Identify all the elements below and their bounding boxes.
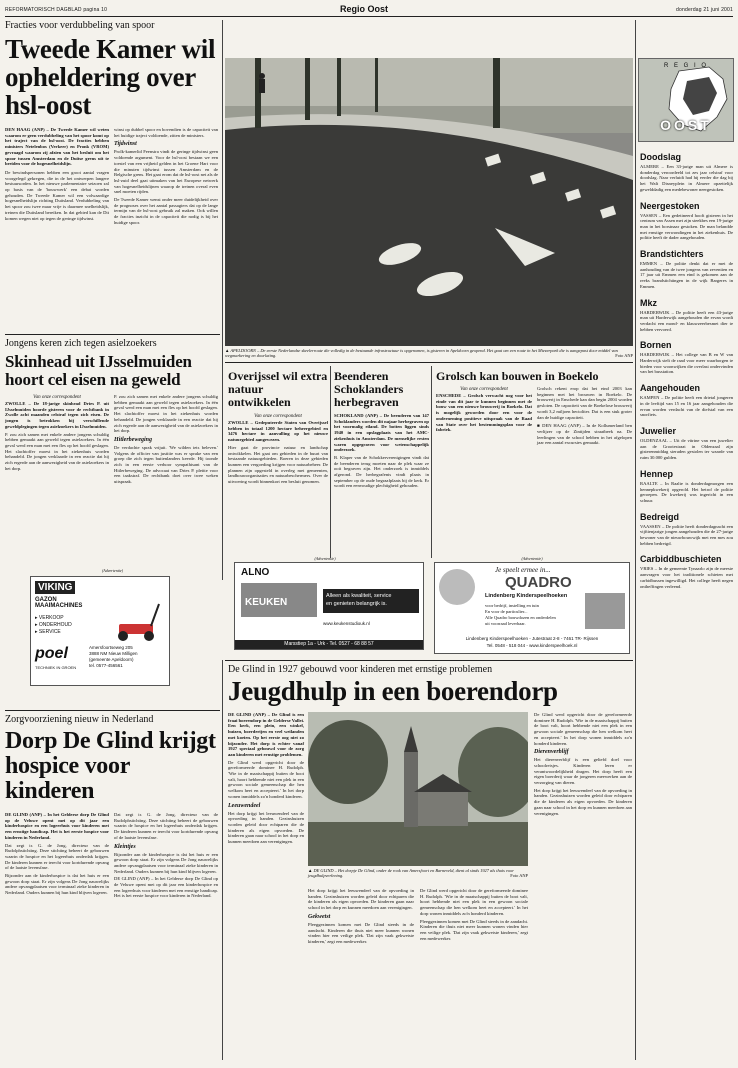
quadro-line: Alle Quadro bouwdozen en onderdelen [485,615,556,620]
article-body: De Glind werd opgericht door de gereformeerde dominee H. Rudolph. 'Wie in de maatschappij buiten de boot valt, hoort hebbende niet een plek in een gewoon sociale gemeenschap die hen welkom heet en accepteert.' In het dorp wonen inmiddels zo'n honderd kinderen. [534,712,632,746]
article-subhead: Hitlerbeweging [114,436,152,443]
ad-label: (Advertentie) [314,556,336,561]
article-subhead: Kleintjes [114,843,136,850]
quadro-line: uit voorraad leverbaar. [485,621,526,626]
alno-slogan: Alleen als kwaliteit, service [326,593,392,599]
brief-text: OLDENZAAL – Uit de vitrine van een juwelier aan de Grootestraat in Oldenzaal zijn gisterenmiddag sieraden gestolen ter waarde van ruim 30.000 gulden. [640,437,733,461]
article-kicker: Fracties voor verdubbeling van spoor [5,20,155,31]
quadro-sub: Lindenberg Kinderspeelhoeken [485,593,568,599]
article-headline: Skinhead uit IJsselmuiden hoort cel eisen na geweld [5,352,192,389]
photo-credit: Foto ANP [510,873,528,879]
article-lead: DE GLIND (ANP) – De Glind is een fraai boerendorp in de Gelderse Vallei. Een kerk, een plein, een winkel, huizen, boerderijen en veel weilanden met koeien. Op het eerste oog niet zo bijzonder. Het dorp is echter vanaf 1927 speciaal gebouwd voor de zorg aan kinderen met ernstige problemen. [228,712,304,757]
article-grolsch [436,370,632,446]
brief-text: VRIES – In de gemeente Tynaarlo zijn de meeste aanvragen voor het traditionele schieten met carbidbussen ingewilligd. Het college heeft negen ontheffingen verleend. [640,566,733,589]
brief-title: Carbiddbuschieten [640,554,722,565]
article-subhead: Leeuwendeel [228,802,261,809]
skeeler-route-image [225,58,633,346]
logo-top: R E G I O [663,63,708,69]
header-date: donderdag 21 juni 2001 [676,7,733,13]
article-headline: Dorp De Glind krijgt hospice voor kinderen [5,728,216,804]
article-lead: SCHOKLAND (ANP) – De beenderen van 147 Schoklanders worden dit najaar herbegraven op het voormalig eiland. De botten liggen sinds 1940 in een opslagplaats van het AMC-ziekenhuis in Amsterdam. De menselijke resten waren opgegraven voor wetenschappelijk onderzoek. [334,413,429,453]
regio-oost-logo [638,58,734,142]
brief-text: EMMEN – De politie denkt dat er met de aanhouding van de twee jongens van zeventien en 17 jaar uit Emmen een eind is gekomen aan de reeks brandstichtingen in de wijk Bargeres in Emmen. [640,261,733,289]
viking-logo: VIKING [35,581,75,594]
header-paper-name: REFORMATORISCH DAGBLAD pagina 10 [5,7,108,13]
brief-text: KAMPEN – De politie heeft een drietal jongeren in de leeftijd van 15 en 16 jaar aangehouden die ervan worden verdacht van de diefstal van een snorfiets. [640,395,733,418]
de-glind-photo [308,712,528,866]
logo-bottom: OOST [660,117,712,133]
ad-item: ▸ SERVICE [35,629,61,635]
article-hsl-oost [5,20,220,226]
article-kicker: De Glind in 1927 gebouwd voor kinderen met ernstige problemen [228,664,493,675]
article-body: De Tweede Kamer wenst onder meer duidelijkheid over de prognoses over het aantal passagiers dat op de lange termijn van de hsl-oost gebruik zal maken. Ook willen de fracties inzicht in de capaciteit die nodig is bij het huidige spoor. [114,197,218,225]
article-body: Prolk-kamerlid Feenstra vindt de geringe tijdwinst geen voldoende argument. Voor de hsl-oost bestaan we een toestel van een vrijheid gelden in het Groene Hart voor die minuten tijdwinst tussen Amsterdam en de Belgische grens. Het gaat erom dat de hsl-oost net als de hsl-zuid deel gaat uitmaken van het Europese netwerk van hogesnelheidslijnen waarop de treinen overal even snel moeten rijden. [114,149,218,195]
article-body: De Glind werd opgericht door de gereformeerde dominee H. Rudolph. 'Wie in de maatschappij buiten de boot valt, hoort hebbende niet een plek in een gewoon sociale gemeenschap die hen welkom heet en accepteert.' In het dorp wonen inmiddels zo'n honderd kinderen. [228,759,304,799]
ad-label: (Advertentie) [101,568,124,573]
article-headline: Beenderen Schoklanders herbegraven [334,369,404,409]
article-body: P. zou zich samen met enkele andere jongens schuldig hebben gemaakt aan geweld tegen asielzoekers. In één geval werd een man met een fles op het hoofd geslagen. Het slachtoffer moest in het ziekenhuis worden behandeld. De jongen verklaarde in een reactie dat hij zich ergerde aan de aanwezigheid van de asielzoekers in het dorp. [114,394,218,434]
article-byline: Van onze correspondent [33,395,81,400]
playground-image [585,593,625,629]
article-schoklanders [334,370,429,489]
article-body: DE GLIND (ANP) – In het Gelderse dorp De Glind op de Veluwe opent mei op dit jaar een kinderhospice en een logeerhuis voor kinderen met een ernstige handicap. Het is het eerste hospice voor kinderen in Nederland. [114,876,218,899]
article-body: De bewindspersonen hebben een groot aantal vragen voorgelegd gekregen, die in de het ontwerpen langere bestuursorden. In het nieuwe parlementaire seizoen zal op basis van de 'bouwwerk' een debat worden gehouden. De Tweede Kamer wil een volwaardige hogesnelheidslijn richting Duitsland. Verdubbeling van het spoor zou twee maar vrije is daarmee snelheidslijk, treinen die Duitsland bereiken. In dat gebied kan de Dit komen wegen niet op tegen de geringe tijdwinst. [5,169,109,221]
article-body: De Glind werd opgericht door de gereformeerde dominee H. Rudolph. 'Wie in de maatschappij buiten de boot valt, hoort hebbende niet een plek in een gewoon sociale gemeenschap die hen welkom heet en accepteert.' In het dorp wonen inmiddels zo'n honderd kinderen. [420,888,528,916]
lawnmower-icon [111,602,161,642]
article-body: Pleeggezinnen komen met De Glind steeds in de aandacht. Kinderen die thuis niet meer kunnen wonen vinden hier een veilige plek. 'Dat zijn vaak gekwetste kinderen,' zegt een medewerker. [420,918,528,941]
viking-ad[interactable] [30,576,170,686]
article-body: Het dorp krijgt het leeuwendeel van de opvoeding in handen. Gezinshuizen worden geleid door echtparen die de kinderen als eigen opvoeden. De kinderen gaan naar school in het dorp en kunnen meedoen aan verenigingen. [228,810,304,845]
brief-title: Neergestoken [640,200,700,211]
article-byline: Van onze correspondent [254,414,302,419]
header-rule [5,16,733,17]
brief-text: RAALTE – In Raalte is donderdagmorgen een hennepkwekerij opgerold. Het betrof de politie geroepen. De kwekerij was ingericht in een schuur. [640,480,733,503]
article-byline: Van onze correspondent [460,387,508,392]
article-hospice [5,714,220,899]
article-lead: ENSCHEDE – Grolsch verwacht nog voor het einde van dit jaar te kunnen beginnen met de bouw van een nieuwe brouwerij in Boekelo. Dat is mogelijk geworden door een voor de onderneming positieve uitspraak van de Raad van State over het bestemmingsplan voor de fabriek. [436,393,532,433]
article-kicker: Jongens keren zich tegen asielzoekers [5,338,157,349]
brief-title: Bornen [640,340,672,351]
quadro-tel: Tel. 0548 - 518 044 - www.kinderspeelhoek.nl [486,643,578,648]
brief-title: Bedreigd [640,511,680,522]
article-overijssel [228,370,328,485]
poel-logo: poel [35,645,68,662]
article-body: Het dierenverblijf is een geliefd doel voor schoolreisjes. Kinderen leren er verantwoordelijkheid dragen. Het dorp heeft een eigen boerderij waar de jongeren meewerken aan de verzorging van dieren. [534,757,632,786]
article-lead: ZWOLLE – De 18-jarige skinhead Dries P. uit IJsselmuiden hoorde gisteren voor de rechtbank in Zwolle acht maanden celstraf tegen zich eisen. De jongen is betrokken bij verschillende geweldplegingen tegen asielzoekers in IJsselmuiden. [5,401,109,429]
photo-credit: Foto ANP [615,353,633,359]
ad-label: (Advertentie) [521,556,543,561]
alno-address: Marsstiep 1a - Urk - Tel. 0527 - 68 88 57 [235,640,423,649]
article-subhead: Dierenverblijf [534,749,569,756]
brief-text: ALMERE – Een 33-jarige man uit Almere is donderdag veroordeeld tot zes jaar celstraf voor doodslag. Naar verluidt had hij eerder die dag bij het Walt Disneyplein in Almere opzettelijk gewelddadig een medebewoner neergestoken. [640,164,733,192]
article-body: Het dorp krijgt het leeuwendeel van de opvoeding in handen. Gezinshuizen worden geleid door echtparen die de kinderen als eigen opvoeden. De kinderen gaan naar school in het dorp en kunnen meedoen aan verenigingen. [534,787,632,816]
article-body: Bijzonder aan de kinderhospice is dat het huis er een gewoon dorp staat. Er zijn volgens De Jong nauwelijks andere opvangplaatsen voor terminaal zieke kinderen in Nederland. Ouders kunnen bij hun kind blijven logeren. [5,873,109,896]
article-lead: DEN HAAG (ANP) – De Tweede Kamer wil weten waarom er geen verdubbeling van het spoor komt op het traject van de hsl-oost. De fracties hebben ministers Netelenbos (Verkeer) en Pronk (VROM) gevraagd waarom zij afzien van het besluit om het spoor tussen Amsterdam en de Duitse grens uit te breiden voor de hogesnelheidslijn. [5,127,109,167]
article-subhead: Tijdwinst [114,141,137,148]
article-de-glind [228,664,632,705]
article-body: Pleeggezinnen komen met De Glind steeds in de aandacht. Kinderen die thuis niet meer kunnen wonen vinden hier een veilige plek. 'Dat zijn vaak gekwetste kinderen,' zegt een medewerker. [308,921,414,944]
article-body: Hier gaat de provincie natuur en landschap ontwikkelen. Het gaat om gebieden in de buurt van bestaande natuurgebieden. Boeren in deze gebieden kunnen een vergoeding krijgen voor natuurbeheer. De plannen zijn opgesteld in overleg met gemeenten, landbouworganisaties en natuurbeschermers. Over de uitvoering wordt binnenkort een besluit genomen. [228,444,328,485]
article-body: P. zou zich samen met enkele andere jongens schuldig hebben gemaakt aan geweld tegen asielzoekers. In één geval werd een man met een fles op het hoofd geslagen. Het slachtoffer moest in het ziekenhuis worden behandeld. De jongen verklaarde in een reactie dat hij zich ergerde aan de aanwezigheid van de asielzoekers in het dorp. [5,431,109,471]
alno-web[interactable]: www.keukenstudiouk.nl [323,621,370,626]
brief-title: Hennep [640,468,674,479]
article-subhead: Gekwetst [308,913,331,920]
brief-title: Doodslag [640,152,682,162]
article-lead: ZWOLLE – Gedeputeerde Staten van Overijssel hebben in totaal 1200 hectare beheergebied en 3476 hectare in aanvulling op het nieuwe natuurgebied aangewezen. [228,420,328,443]
news-briefs [640,144,733,589]
poel-sub: TECHNIEK IN GROEN [35,665,77,670]
ad-item: ▸ VERKOOP [35,615,64,621]
keuken-label: KEUKEN [245,597,288,608]
brief-title: Aangehouden [640,383,700,394]
alno-slogan: en genieten belangrijk is. [326,601,387,607]
brief-title: Juwelier [640,425,677,436]
article-body: winst op dubbel spoor en bovendien is de capaciteit van het huidige traject voldoende, zitten de ministers. [114,127,218,138]
quadro-logo: QUADRO [505,574,572,591]
article-body: Bijzonder aan de kinderhospice is dat het huis er een gewoon dorp staat. Er zijn volgens De Jong nauwelijks andere opvangplaatsen voor terminaal zieke kinderen in Nederland. Ouders kunnen bij hun kind blijven logeren. [114,851,218,874]
church-image [308,712,528,866]
lindenberg-logo-icon [439,569,475,605]
brief-title: Brandstichters [640,249,704,260]
article-body: Grolsch rekent erop dat het eind 2003 kan beginnen met het brouwen in Boekelo. De brouwerij in Enschede kan dan begin 2004 worden gesloten. De capaciteit van de Boekelose brouwerij wordt 3,2 miljoen hectoliter. Dat is een stuk groter dan de huidige capaciteit. [537,386,632,420]
brief-text: VAASSEN – De politie heeft donderdagnacht een vijftienjarige jongen aangehouden die de 27-jarige bewoner van de nieuwbouwwijk met een mes zou hebben bedreigd. [640,523,733,546]
quadro-top: Je speelt ermee in... [495,566,551,574]
article-lead: DE GLIND (ANP) – In het Gelderse dorp De Glind op de Veluwe opent mei op dit jaar een kinderhospice en een logeerhuis voor kinderen met een ernstige handicap. Het is het eerste hospice voor kinderen in Nederland. [5,812,109,840]
article-skinhead [5,338,220,485]
article-body: Dat zegt ir. G. de Jong, directeur van de Rudolphstichting. Deze stichting beheert de gebouwen waarin de hospice en het logeerhuis onderdak krijgen. De kinderen kunnen er terecht voor kortdurende opvang of de laatste levensfase. [5,842,109,871]
brief-title: Mkz [640,297,658,308]
poel-address: Amersfoortseweg 205 3888 NM Nieuw Milligen (gemeente Apeldoorn) tel. 0577-456561 [89,645,138,668]
brief-text: HARDERWIJK – Het college van B en W van Harderwijk stelt de raad voor meer waarborgen te bieden voor woonwijken die overlast ondervinden van het busstation. [640,352,733,375]
quadro-line: En voor de particulier... [485,609,528,614]
header-section: Regio Oost [340,4,389,14]
quadro-footer: Lindenberg Kinderspeelhoeken - Jutestraat 2-8 - 7461 TR- Rijssen [465,636,599,641]
quadro-ad[interactable] [434,562,630,654]
alno-logo: ALNO [241,567,270,578]
article-kicker: Zorgvoorziening nieuw in Nederland [5,714,154,725]
photo-caption: ▲ DE GLIND – Het dorpje De Glind, onder de rook van Amersfoort en Barneveld, dient al sinds 1927 als thuis voor jeugdhulpverlening. [308,868,514,879]
article-headline: Overijssel wil extra natuur ontwikkelen [228,369,328,409]
article-body: B. Klaper van de Schokkerverenigingen vindt dat de beenderen terug moeten naar de plek waar ze ooit begraven zijn. Het onderzoek is inmiddels afgerond. De herbegrafenis vindt plaats in september op de oude begraafplaats bij de kerk. Er wordt een eenvoudige plechtigheid gehouden. [334,454,429,489]
article-body: Dat zegt ir. G. de Jong, directeur van de Rudolphstichting. Deze stichting beheert de gebouwen waarin de hospice en het logeerhuis onderdak krijgen. De kinderen kunnen er terecht voor kortdurende opvang of de laatste levensfase. [114,812,218,840]
article-brief: ■ DEN HAAG (ANP) – In de Kollumerland ben verlijzer op de Zintijden straatbeek na. De leerlingen van de school hebben in het afgelopen jaar een aantal excursies gemaakt. [537,423,632,446]
article-headline: Grolsch kan bouwen in Boekelo [436,369,599,383]
article-headline: Tweede Kamer wil opheldering over hsl-oost [5,34,216,120]
quadro-line: voor bedrijf, instelling en tuin [485,603,539,608]
brief-text: HARDERWIJK – De politie heeft een 43-jarige man uit Harderwijk aangehouden die ervan wordt verdacht een mond- en klauwzeerbesmet dier te hebben vervoerd. [640,309,733,332]
article-body: De verdachte sprak vrijuit. 'We wilden iets beleven.' Volgens de officier van justitie was er sprake van een groep die zich tegen buitenlanders keerde. Hij toonde zich in een eerste verhoor sympathisant van de Hitlerbeweging. De advocaat van Dries P. pleitte voor een taakstraf. De rechtbank doet over twee weken uitspraak. [114,444,218,485]
alno-ad[interactable] [234,562,424,650]
skeeler-route-photo [225,58,633,346]
article-body: Het dorp krijgt het leeuwendeel van de opvoeding in handen. Gezinshuizen worden geleid door echtparen die de kinderen als eigen opvoeden. De kinderen gaan naar school in het dorp en kunnen meedoen aan verenigingen. [308,888,414,911]
ad-item: ▸ ONDERHOUD [35,622,72,628]
photo-caption: ▲ APELDOORN – De eerste Nederlandse skeelerroute die volledig in de bestaande infrastructuur is opgenomen, is gisteren in Apeldoorn geopend. Het gaat om een route in het Miezerpark die is aangepast door middel van wegmarkering en doorlating. [225,348,618,359]
brief-text: VASSEN – Een gedetineerd hooft gisteren in het centrum van Assen met zijn steekbes een 19-jarige man in het borstnaar gestoken. De man belandde met ernstige verwondingen in het ziekenhuis. De politie heeft de dader aangehouden. [640,212,733,241]
viking-sub: GAZON MAAIMACHINES [35,597,83,609]
article-headline: Jeugdhulp in een boerendorp [228,676,558,706]
